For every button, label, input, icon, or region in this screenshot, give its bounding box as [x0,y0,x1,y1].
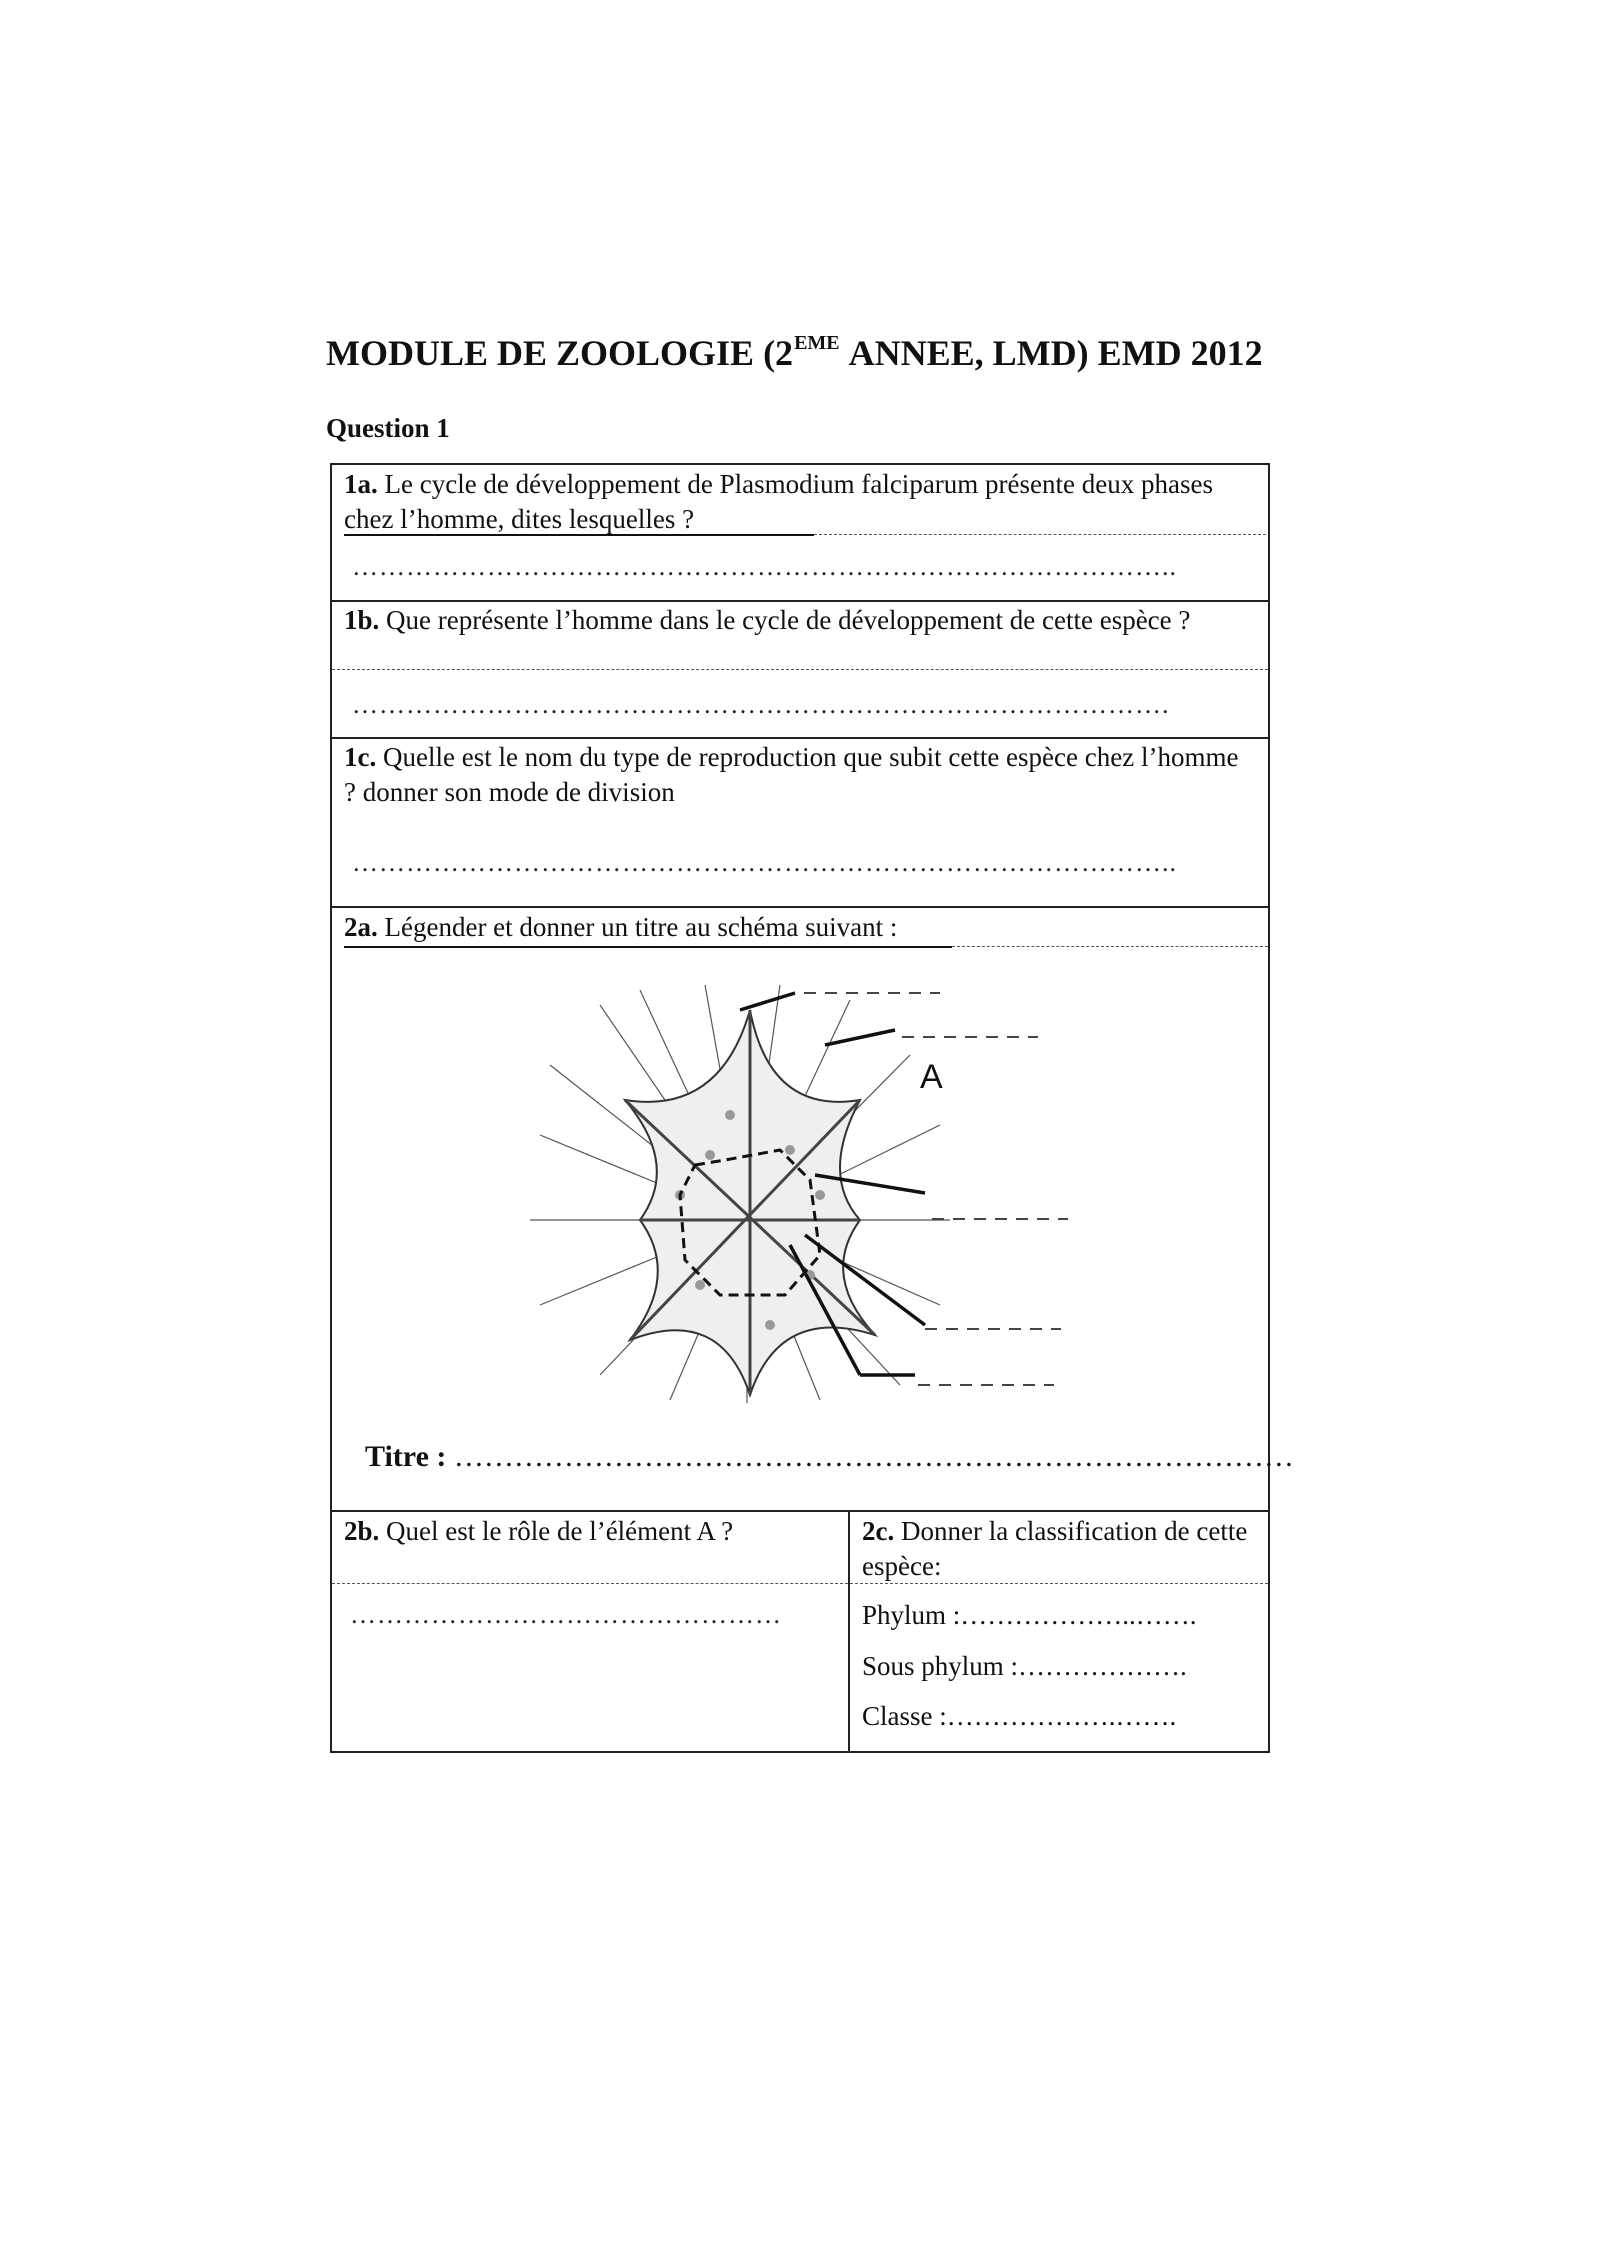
schema-title-line[interactable]: Titre : ………………………………………………………………………… [365,1440,1294,1473]
underline [344,534,814,536]
label-a: A [920,1058,943,1096]
answer-line-1a[interactable]: ……………………………………………………………………………….. [352,552,1177,581]
row-divider [330,737,1270,739]
question-2b: 2b. Quel est le rôle de l’élément A ? [344,1516,734,1546]
dashed-rule [952,946,1268,947]
row-divider [330,600,1270,602]
exam-title: MODULE DE ZOOLOGIE (2EME ANNEE, LMD) EMD 2012 [326,332,1263,373]
radiolarian-diagram [520,975,1080,1405]
question-1b: 1b. Que représente l’homme dans le cycle de développement de cette espèce ? [344,605,1191,635]
phylum-line[interactable]: Phylum :………………..……. [862,1600,1197,1630]
question-heading: Question 1 [326,413,450,443]
dashed-rule [850,1583,1268,1584]
underline [344,946,952,948]
answer-line-1b[interactable]: ………………………………………………………………………………. [352,690,1170,719]
sous-phylum-line[interactable]: Sous phylum :………………. [862,1651,1187,1681]
dashed-rule [814,534,1266,535]
dashed-rule [332,669,1268,670]
column-divider [848,1510,850,1753]
question-1a: 1a. Le cycle de développement de Plasmodium falciparum présente deux phases chez l’homme, dites lesquelles ? [344,469,1213,534]
row-divider [330,1510,1270,1512]
question-2c: 2c. Donner la classification de cette espèce: [862,1516,1248,1581]
row-divider [330,906,1270,908]
classe-line[interactable]: Classe :……………….……. [862,1701,1177,1731]
answer-line-1c[interactable]: ……………………………………………………………………………….. [352,848,1177,877]
answer-line-2b[interactable]: ………………………………………… [350,1600,782,1629]
question-1c: 1c. Quelle est le nom du type de reproduction que subit cette espèce chez l’homme ? donner son mode de division [344,742,1239,807]
question-2a: 2a. Légender et donner un titre au schéma suivant : [344,912,898,942]
dashed-rule [332,1583,848,1584]
